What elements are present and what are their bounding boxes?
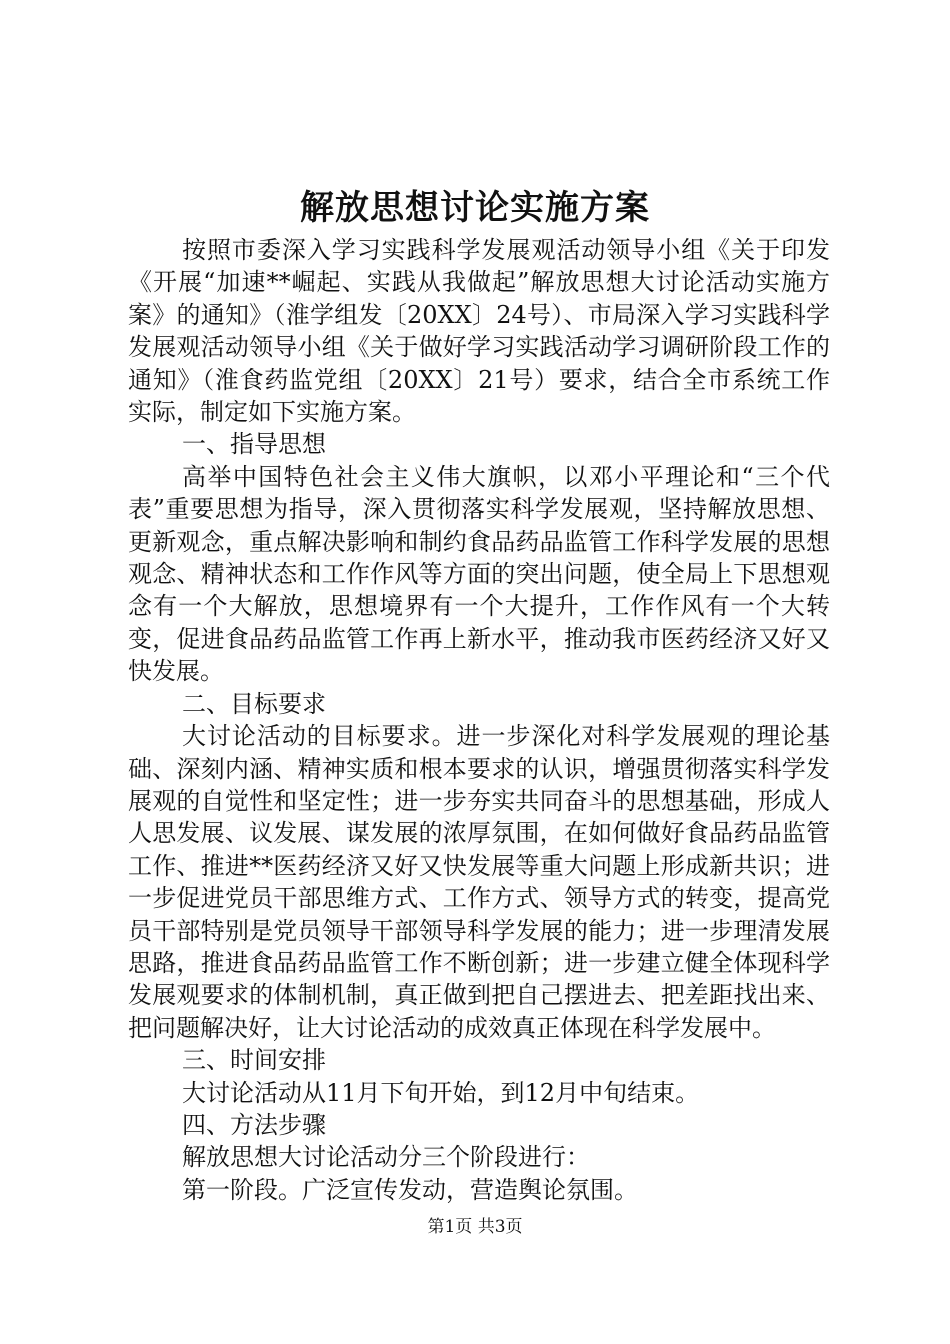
section-heading-schedule: 三、时间安排 — [182, 1046, 326, 1075]
paragraph-stage-one: 第一阶段。广泛宣传发动，营造舆论氛围。 — [182, 1175, 638, 1204]
section-heading-methods: 四、方法步骤 — [182, 1110, 326, 1139]
paragraph-methods: 解放思想大讨论活动分三个阶段进行： — [182, 1143, 590, 1172]
paragraph-schedule: 大讨论活动从11月下旬开始，到12月中旬结束。 — [182, 1078, 700, 1107]
section-heading-guiding-ideology: 一、指导思想 — [182, 430, 326, 459]
page-footer: 第1页 共3页 — [427, 1217, 523, 1237]
document-title: 解放思想讨论实施方案 — [300, 188, 650, 228]
document-body — [128, 234, 830, 1206]
paragraph-guiding-ideology: 高举中国特色社会主义伟大旗帜，以邓小平理论和“三个代表”重要思想为指导，深入贯彻落实科学发展观，坚持解放思想、更新观念，重点解决影响和制约食品药品监管工作科学发展的思想观念、精神状态和工作作风等方面的突出问题，使全局上下思想观念有一个大解放，思想境界有一个大提升，工作作风有一个大转变，促进食品药品监管工作再上新水平，推动我市医药经济又好又快发展。 — [128, 462, 830, 686]
paragraph-goals: 大讨论活动的目标要求。进一步深化对科学发展观的理论基础、深刻内涵、精神实质和根本要求的认识，增强贯彻落实科学发展观的自觉性和坚定性；进一步夯实共同奋斗的思想基础，形成人人思发展、议发展、谋发展的浓厚氛围，在如何做好食品药品监管工作、推进**医药经济又好又快发展等重大问题上形成新共识；进一步促进党员干部思维方式、工作方式、领导方式的转变，提高党员干部特别是党员领导干部领导科学发展的能力；进一步理清发展思路，推进食品药品监管工作不断创新；进一步建立健全体现科学发展观要求的体制机制，真正做到把自己摆进去、把差距找出来、把问题解决好，让大讨论活动的成效真正体现在科学发展中。 — [128, 722, 830, 1042]
paragraph-intro: 按照市委深入学习实践科学发展观活动领导小组《关于印发《开展“加速**崛起、实践从我做起”解放思想大讨论活动实施方案》的通知》（淮学组发〔20XX〕24号）、市局深入学习实践科学发展观活动领导小组《关于做好学习实践活动学习调研阶段工作的通知》（淮食药监党组〔20XX〕21号）要求，结合全市系统工作实际，制定如下实施方案。 — [128, 236, 830, 427]
section-heading-goals: 二、目标要求 — [182, 689, 326, 718]
